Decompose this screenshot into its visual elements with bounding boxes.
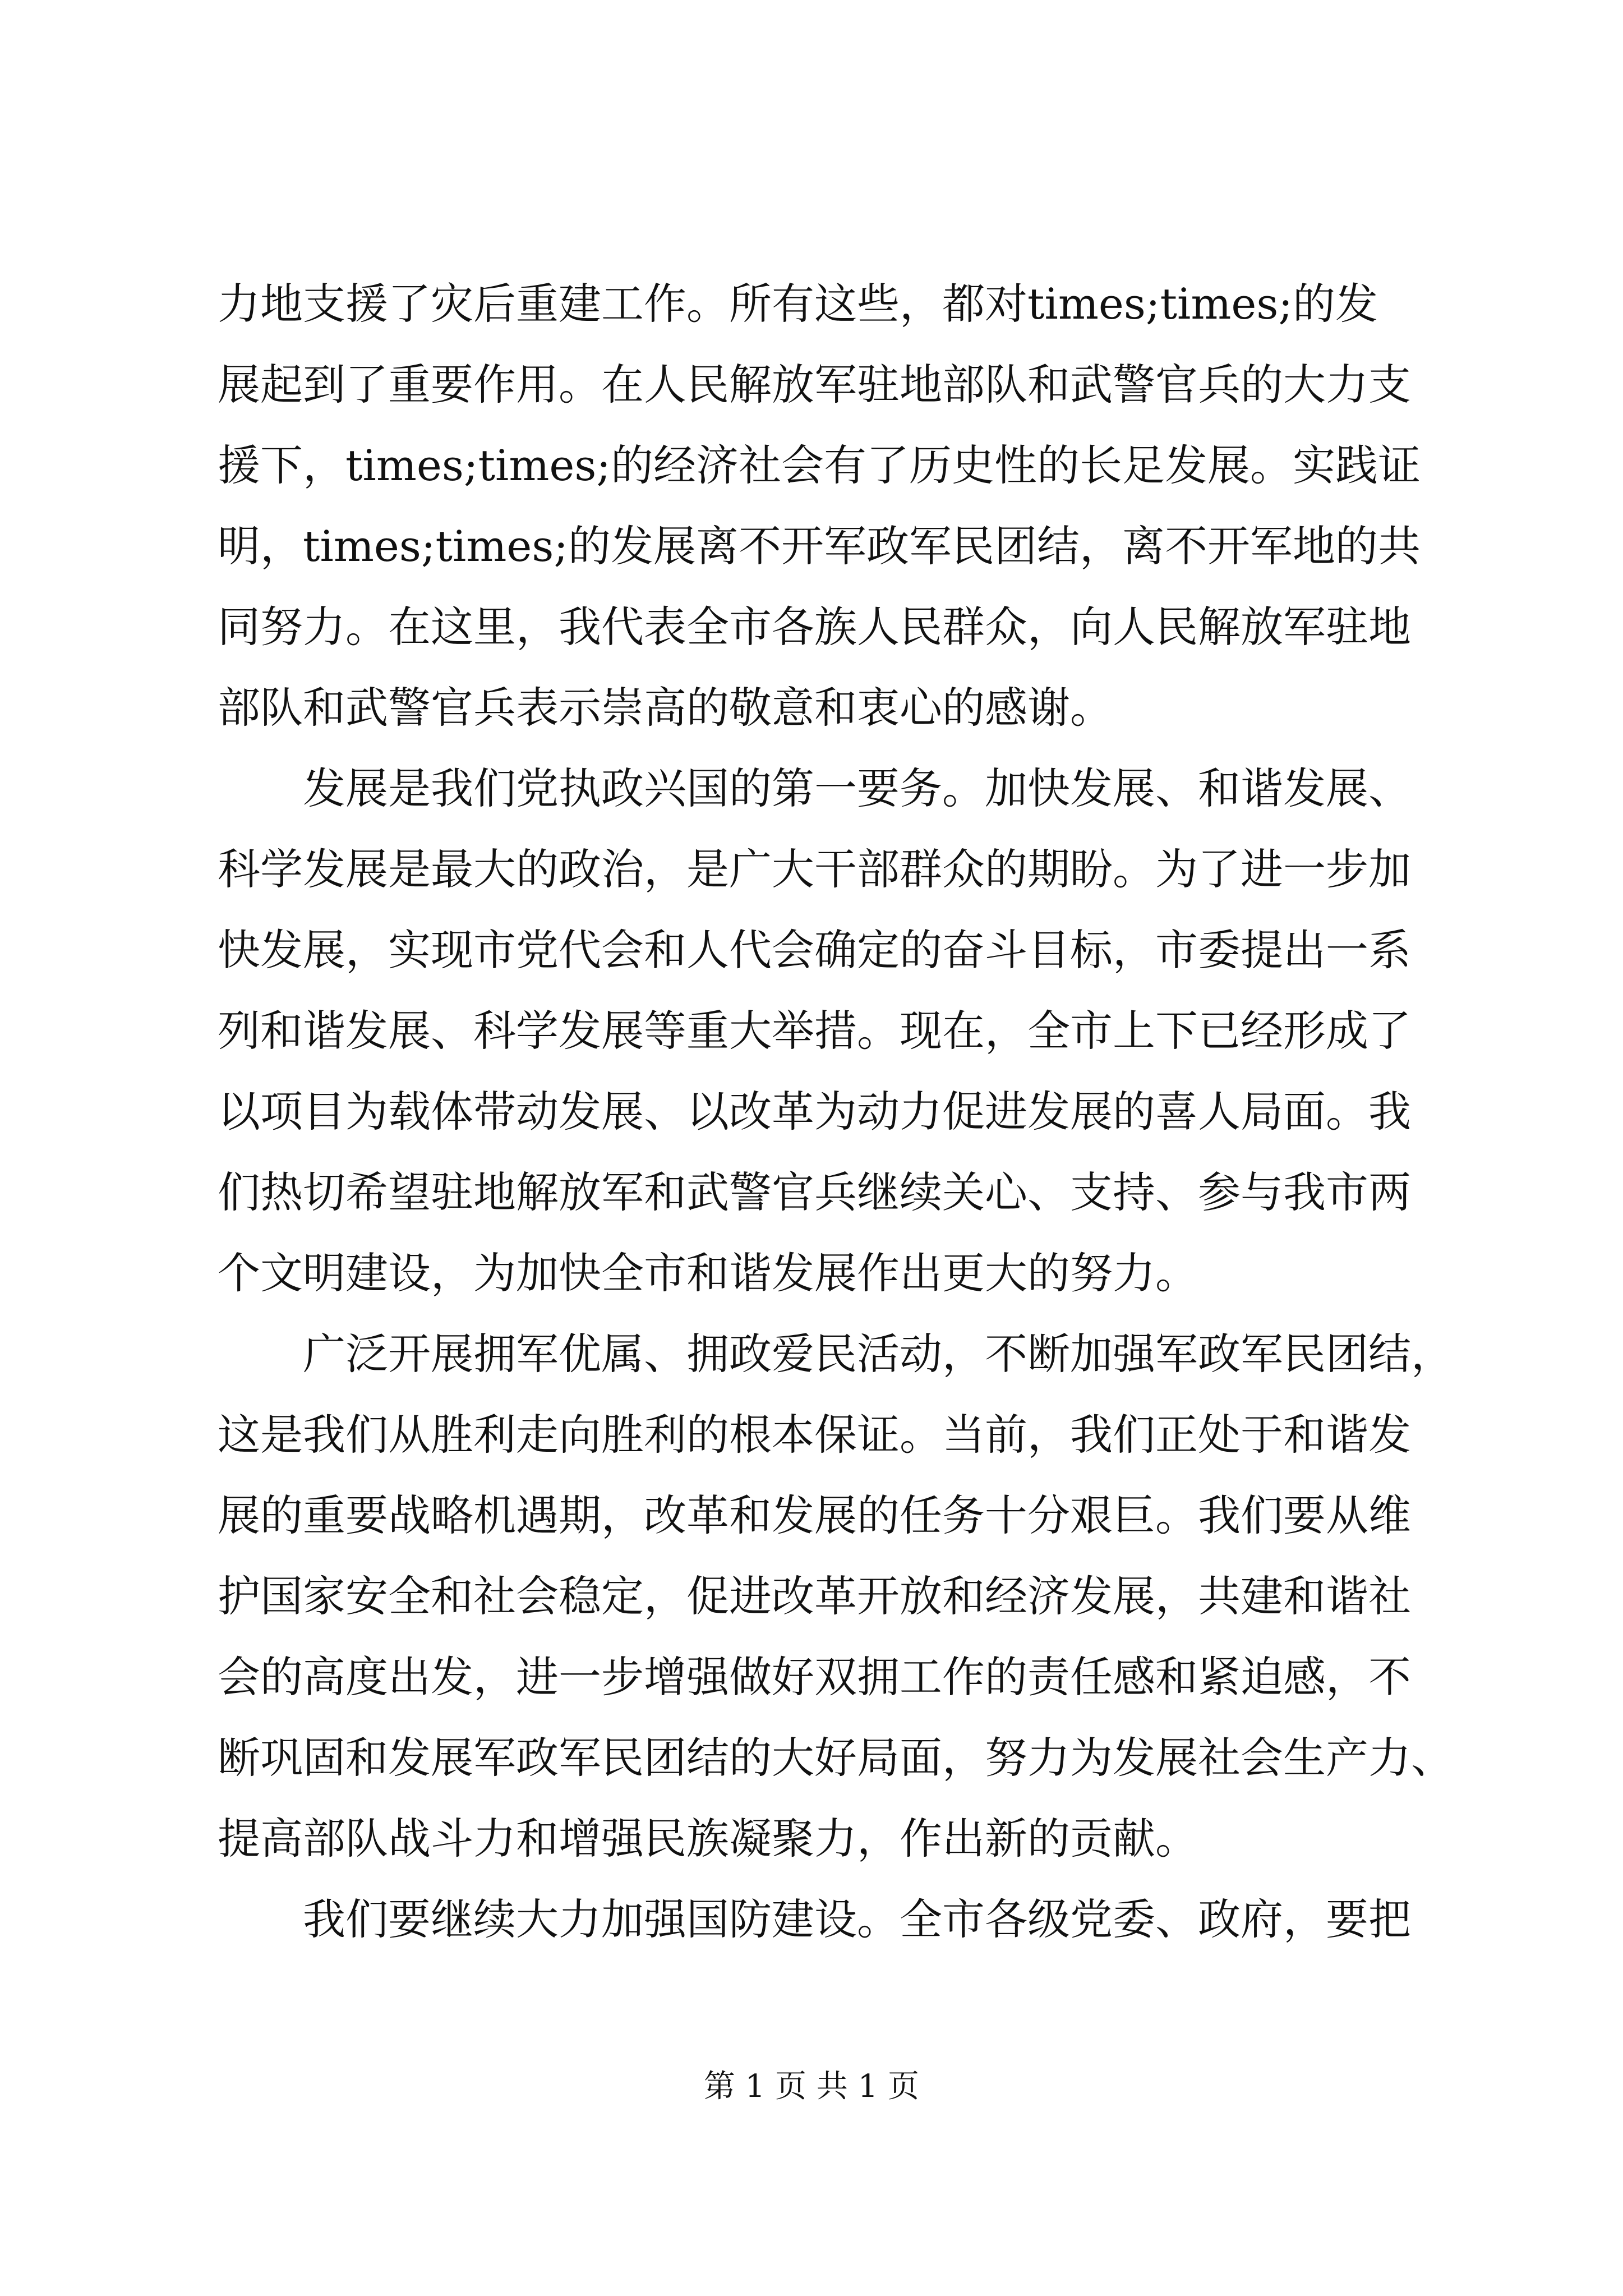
text-line: 这是我们从胜利走向胜利的根本保证。当前，我们正处于和谐发 — [218, 1410, 1411, 1460]
paragraph-first-line: 广泛开展拥军优属、拥政爱民活动，不断加强军政军民团结， — [303, 1329, 1454, 1379]
text-line: 会的高度出发，进一步增强做好双拥工作的责任感和紧迫感，不 — [218, 1652, 1411, 1702]
text-line: 展的重要战略机遇期，改革和发展的任务十分艰巨。我们要从维 — [218, 1490, 1411, 1540]
text-line: 明，times;times;的发展离不开军政军民团结，离不开军地的共 — [218, 521, 1421, 571]
page-number-label: 第 1 页 共 1 页 — [703, 2068, 920, 2105]
document-body — [218, 264, 1454, 1960]
text-line: 提高部队战斗力和增强民族凝聚力，作出新的贡献。 — [218, 1814, 1198, 1864]
text-line: 快发展，实现市党代会和人代会确定的奋斗目标，市委提出一系 — [218, 925, 1411, 975]
text-line: 个文明建设，为加快全市和谐发展作出更大的努力。 — [218, 1248, 1198, 1298]
text-line: 列和谐发展、科学发展等重大举措。现在，全市上下已经形成了 — [218, 1006, 1411, 1056]
text-line: 展起到了重要作用。在人民解放军驻地部队和武警官兵的大力支 — [218, 360, 1411, 409]
text-line: 援下，times;times;的经济社会有了历史性的长足发展。实践证 — [218, 440, 1421, 490]
text-line: 同努力。在这里，我代表全市各族人民群众，向人民解放军驻地 — [218, 602, 1411, 652]
text-line: 断巩固和发展军政军民团结的大好局面，努力为发展社会生产力、 — [218, 1733, 1454, 1783]
text-line: 们热切希望驻地解放军和武警官兵继续关心、支持、参与我市两 — [218, 1167, 1411, 1217]
paragraph-first-line: 发展是我们党执政兴国的第一要务。加快发展、和谐发展、 — [303, 763, 1411, 813]
text-line: 部队和武警官兵表示崇高的敬意和衷心的感谢。 — [218, 683, 1113, 733]
text-line: 护国家安全和社会稳定，促进改革开放和经济发展，共建和谐社 — [218, 1571, 1411, 1621]
page-footer — [0, 2064, 1623, 2109]
paragraph-first-line: 我们要继续大力加强国防建设。全市各级党委、政府，要把 — [303, 1894, 1411, 1944]
text-line: 力地支援了灾后重建工作。所有这些，都对times;times;的发 — [218, 279, 1378, 329]
text-line: 科学发展是最大的政治，是广大干部群众的期盼。为了进一步加 — [218, 844, 1411, 894]
text-line: 以项目为载体带动发展、以改革为动力促进发展的喜人局面。我 — [218, 1087, 1411, 1137]
